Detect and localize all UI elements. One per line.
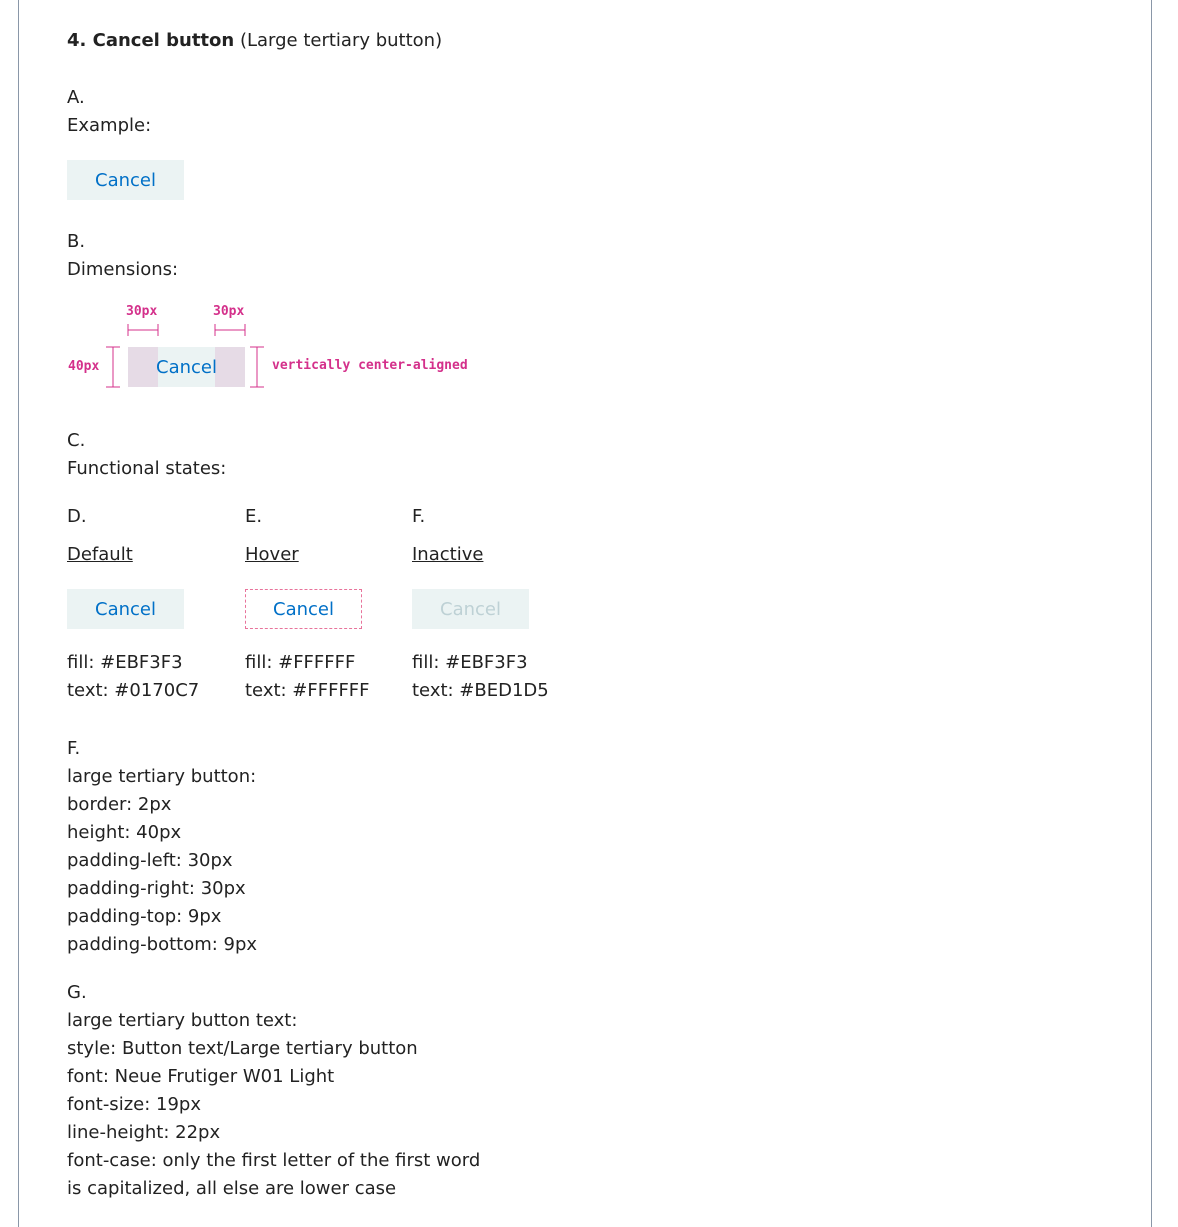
spec-line: padding-bottom: 9px <box>67 934 258 955</box>
inactive-cancel-button: Cancel <box>412 589 529 629</box>
spec-line: large tertiary button: <box>67 766 257 787</box>
section-b-label: Dimensions: <box>67 259 179 280</box>
section-a-letter: A. <box>67 87 85 108</box>
section-b-letter: B. <box>67 231 86 252</box>
state-hover-title: Hover <box>245 544 299 565</box>
state-default-text: text: #0170C7 <box>67 680 200 701</box>
state-inactive-text: text: #BED1D5 <box>412 680 549 701</box>
text-spec-line: font: Neue Frutiger W01 Light <box>67 1066 335 1087</box>
title-bold: 4. Cancel button <box>67 30 235 51</box>
hover-cancel-button[interactable]: Cancel <box>245 589 362 629</box>
section-c-label: Functional states: <box>67 458 227 479</box>
height-marker-right <box>250 347 264 387</box>
example-cancel-button[interactable]: Cancel <box>67 160 184 200</box>
text-spec-line: is capitalized, all else are lower case <box>67 1178 397 1199</box>
state-inactive-fill: fill: #EBF3F3 <box>412 652 528 673</box>
height-label: 40px <box>68 359 100 374</box>
padding-right-marker <box>215 324 245 336</box>
spec-line: height: 40px <box>67 822 182 843</box>
title-rest: (Large tertiary button) <box>239 30 443 51</box>
text-spec-line: style: Button text/Large tertiary button <box>67 1038 418 1059</box>
spec-line: padding-left: 30px <box>67 850 233 871</box>
dimension-button-label: Cancel <box>156 356 217 378</box>
padding-right-label: 30px <box>213 304 245 319</box>
padding-left-marker <box>128 324 158 336</box>
section-g-letter: G. <box>67 982 87 1003</box>
state-inactive-letter: F. <box>412 506 426 527</box>
dimension-markers <box>0 0 600 400</box>
state-hover-text: text: #FFFFFF <box>245 680 370 701</box>
spec-line: border: 2px <box>67 794 172 815</box>
default-cancel-button[interactable]: Cancel <box>67 589 184 629</box>
text-spec-line: font-case: only the first letter of the first word <box>67 1150 481 1171</box>
section-a-label: Example: <box>67 115 152 136</box>
state-inactive-title: Inactive <box>412 544 484 565</box>
state-hover-letter: E. <box>245 506 263 527</box>
padding-left-label: 30px <box>126 304 158 319</box>
state-hover-fill: fill: #FFFFFF <box>245 652 356 673</box>
spec-line: padding-top: 9px <box>67 906 222 927</box>
spec-line: padding-right: 30px <box>67 878 246 899</box>
text-spec-line: large tertiary button text: <box>67 1010 298 1031</box>
text-spec-line: line-height: 22px <box>67 1122 221 1143</box>
section-f-letter: F. <box>67 738 81 759</box>
state-default-letter: D. <box>67 506 87 527</box>
state-default-fill: fill: #EBF3F3 <box>67 652 183 673</box>
height-marker-left <box>106 347 120 387</box>
state-default-title: Default <box>67 544 133 565</box>
section-c-letter: C. <box>67 430 86 451</box>
alignment-note: vertically center-aligned <box>272 358 468 373</box>
text-spec-line: font-size: 19px <box>67 1094 201 1115</box>
